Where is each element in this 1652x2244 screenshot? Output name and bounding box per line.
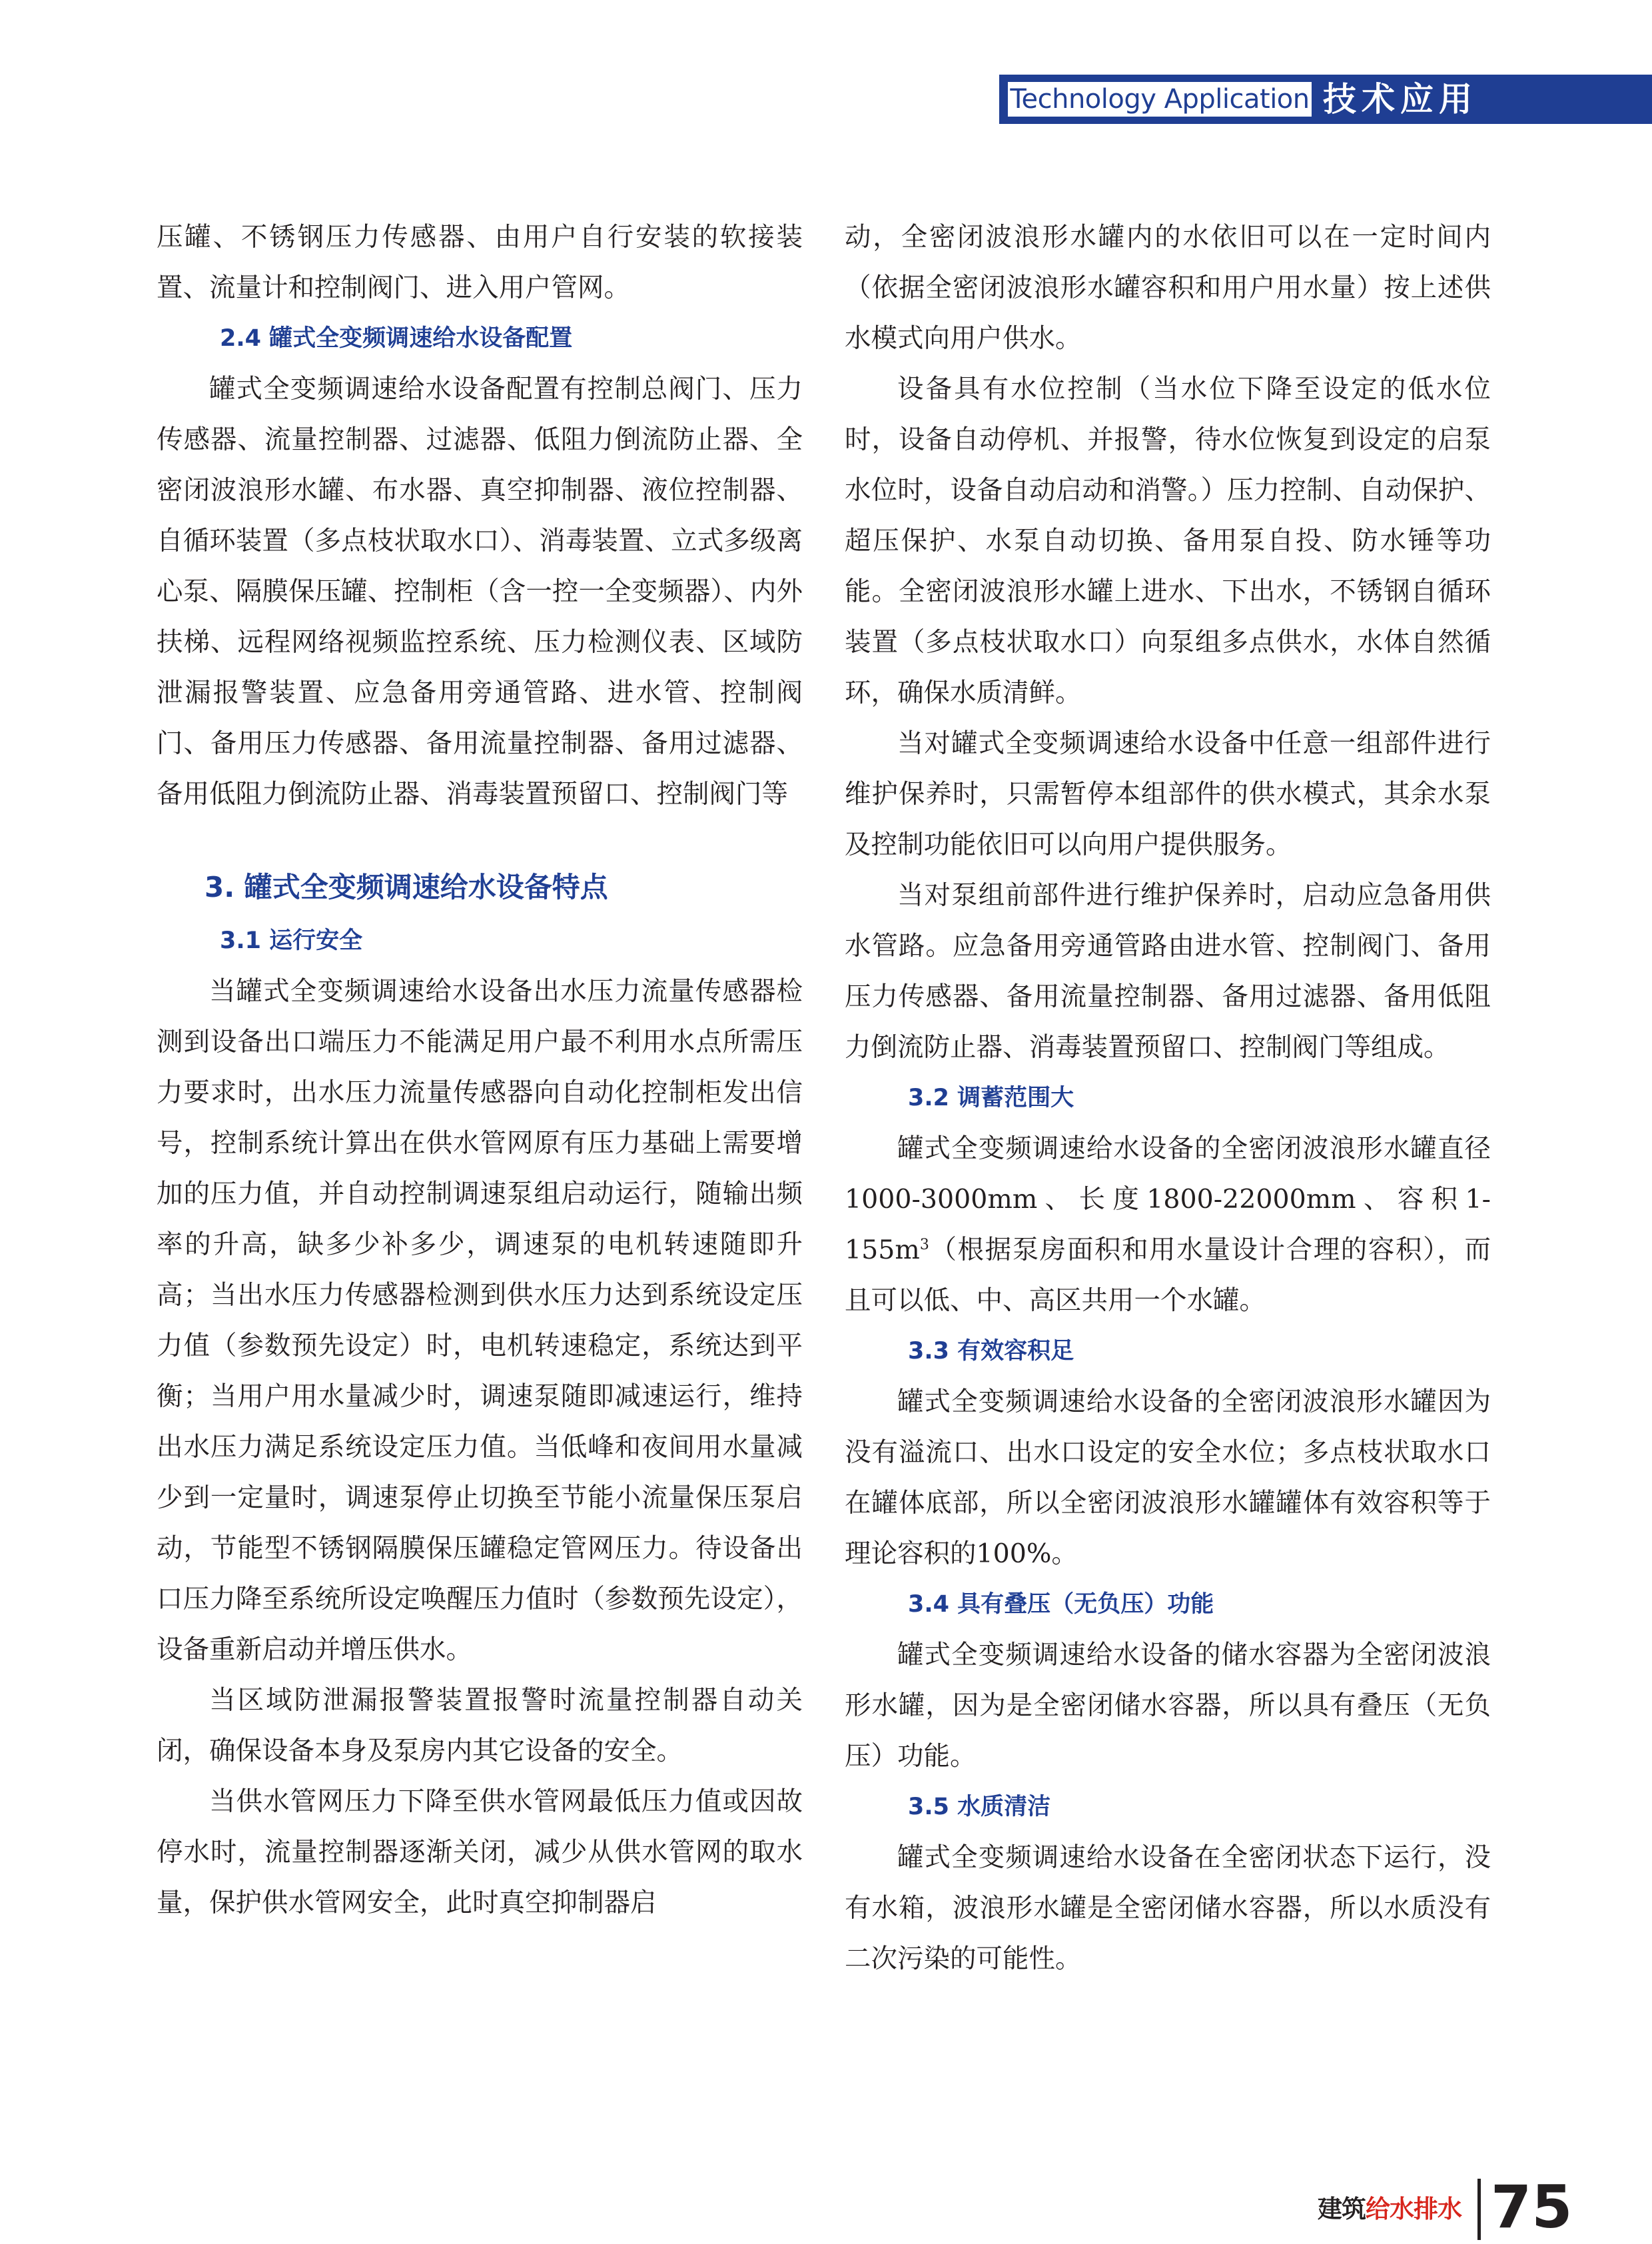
paragraph: 压罐、不锈钢压力传感器、由用户自行安装的软接装置、流量计和控制阀门、进入用户管网。 xyxy=(157,222,803,303)
header-chinese-label: 技术应用 xyxy=(1323,80,1477,119)
paragraph: 罐式全变频调速给水设备的全密闭波浪形水罐因为没有溢流口、出水口设定的安全水位；多点枝状取水口在罐体底部，所以全密闭波浪形水罐罐体有效容积等于理论容积的100%。 xyxy=(845,1387,1491,1569)
header-english-label: Technology Application xyxy=(1006,80,1314,119)
paragraph: 当对泵组前部件进行维护保养时，启动应急备用供水管路。应急备用旁通管路由进水管、控制阀门、备用压力传感器、备用流量控制器、备用过滤器、备用低阻力倒流防止器、消毒装置预留口、控制阀门等组成。 xyxy=(845,880,1491,1063)
journal-name xyxy=(1318,2189,1461,2229)
subsection-heading-3-1: 3.1 运行安全 xyxy=(220,927,363,954)
paragraph: 罐式全变频调速给水设备配置有控制总阀门、压力传感器、流量控制器、过滤器、低阻力倒流防止器、全密闭波浪形水罐、布水器、真空抑制器、液位控制器、自循环装置（多点枝状取水口）、消毒装置、立式多级离心泵、隔膜保压罐、控制柜（含一控一全变频器）、内外扶梯、远程网络视频监控系统、压力检测仪表、区域防泄漏报警装置、应急备用旁通管路、进水管、控制阀门、备用压力传感器、备用流量控制器、备用过滤器、备用低阻力倒流防止器、消毒装置预留口、控制阀门等 xyxy=(157,374,803,810)
subsection-heading-2-4: 2.4 罐式全变频调速给水设备配置 xyxy=(220,325,573,352)
paragraph: 设备具有水位控制（当水位下降至设定的低水位时，设备自动停机、并报警，待水位恢复到设定的启泵水位时，设备自动启动和消警。）压力控制、自动保护、超压保护、水泵自动切换、备用泵自投、防水锤等功能。全密闭波浪形水罐上进水、下出水，不锈钢自循环装置（多点枝状取水口）向泵组多点供水，水体自然循环，确保水质清鲜。 xyxy=(845,374,1491,708)
paragraph: 罐式全变频调速给水设备的储水容器为全密闭波浪形水罐，因为是全密闭储水容器，所以具有叠压（无负压）功能。 xyxy=(845,1640,1491,1772)
paragraph-text: 罐式全变频调速给水设备的全密闭波浪形水罐直径1000-3000mm、长度1800-22000mm、容积1-155m xyxy=(845,1133,1491,1265)
section-header-bar xyxy=(999,75,1652,124)
subsection-heading-3-2: 3.2 调蓄范围大 xyxy=(908,1085,1074,1111)
subsection-heading-3-5: 3.5 水质清洁 xyxy=(908,1794,1051,1820)
journal-name-red: 给水排水 xyxy=(1366,2195,1461,2223)
superscript: 3 xyxy=(919,1236,929,1253)
journal-name-black: 建筑 xyxy=(1318,2195,1366,2223)
paragraph-text: （根据泵房面积和用水量设计合理的容积），而且可以低、中、高区共用一个水罐。 xyxy=(845,1235,1491,1316)
paragraph: 动，全密闭波浪形水罐内的水依旧可以在一定时间内（依据全密闭波浪形水罐容积和用户用水量）按上述供水模式向用户供水。 xyxy=(845,222,1491,354)
page-number: 75 xyxy=(1491,2173,1573,2241)
paragraph: 当区域防泄漏报警装置报警时流量控制器自动关闭，确保设备本身及泵房内其它设备的安全。 xyxy=(157,1685,803,1766)
paragraph xyxy=(845,1123,1491,1326)
subsection-heading-3-4: 3.4 具有叠压（无负压）功能 xyxy=(908,1591,1214,1618)
right-column xyxy=(845,212,1491,1984)
subsection-heading-3-3: 3.3 有效容积足 xyxy=(908,1338,1074,1365)
paragraph: 当供水管网压力下降至供水管网最低压力值或因故停水时，流量控制器逐渐关闭，减少从供水管网的取水量，保护供水管网安全，此时真空抑制器启 xyxy=(157,1786,803,1918)
section-heading-3: 3. 罐式全变频调速给水设备特点 xyxy=(205,871,608,903)
paragraph: 当罐式全变频调速给水设备出水压力流量传感器检测到设备出口端压力不能满足用户最不利用水点所需压力要求时，出水压力流量传感器向自动化控制柜发出信号，控制系统计算出在供水管网原有压力基础上需要增加的压力值，并自动控制调速泵组启动运行，随输出频率的升高，缺多少补多少，调速泵的电机转速随即升高；当出水压力传感器检测到供水压力达到系统设定压力值（参数预先设定）时，电机转速稳定，系统达到平衡；当用户用水量减少时，调速泵随即减速运行，维持出水压力满足系统设定压力值。当低峰和夜间用水量减少到一定量时，调速泵停止切换至节能小流量保压泵启动，节能型不锈钢隔膜保压罐稳定管网压力。待设备出口压力降至系统所设定唤醒压力值时（参数预先设定），设备重新启动并增压供水。 xyxy=(157,976,803,1665)
spacer xyxy=(157,820,803,859)
paragraph: 罐式全变频调速给水设备在全密闭状态下运行，没有水箱，波浪形水罐是全密闭储水容器，所以水质没有二次污染的可能性。 xyxy=(845,1842,1491,1974)
left-column xyxy=(157,212,803,1928)
footer-divider xyxy=(1477,2179,1481,2240)
paragraph: 当对罐式全变频调速给水设备中任意一组部件进行维护保养时，只需暂停本组部件的供水模式，其余水泵及控制功能依旧可以向用户提供服务。 xyxy=(845,728,1491,860)
